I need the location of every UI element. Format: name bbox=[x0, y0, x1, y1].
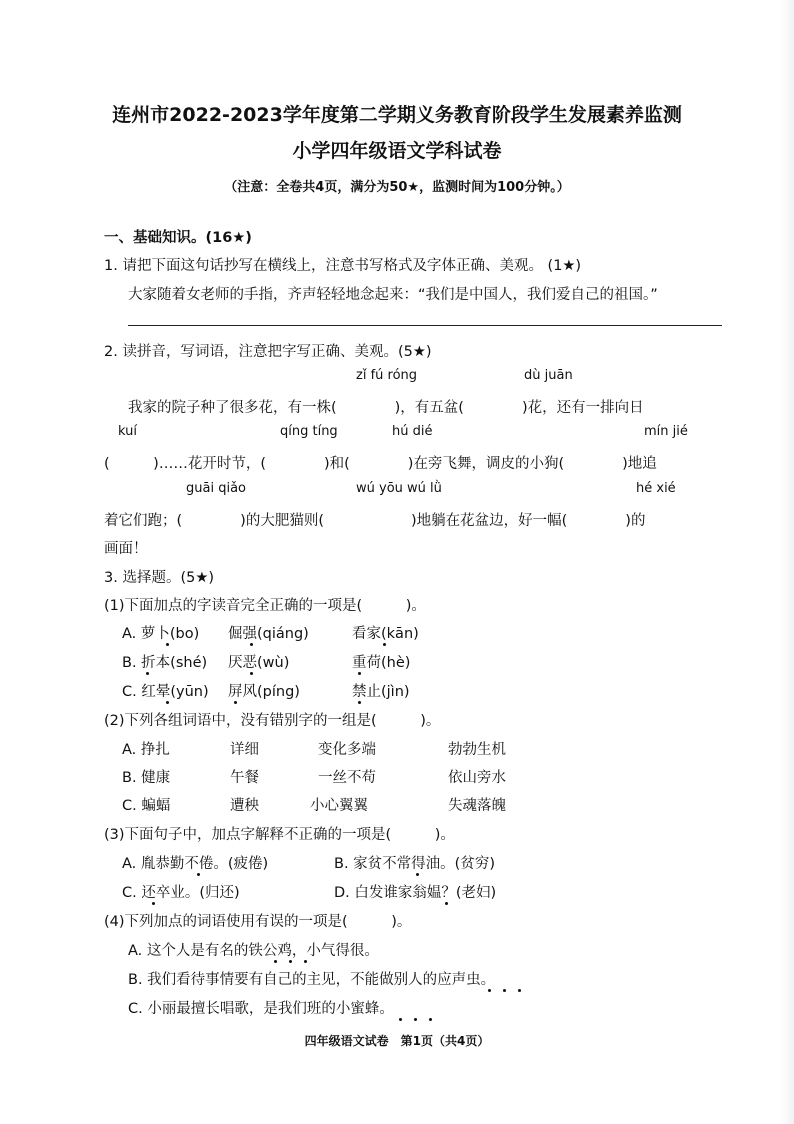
subquestion-1-prompt: (1)下面加点的字读音完全正确的一项是( )。 bbox=[104, 598, 426, 614]
emphasis-dot bbox=[416, 873, 419, 876]
option-text: 屏风(píng) bbox=[228, 684, 300, 700]
option-text: 依山旁水 bbox=[448, 770, 506, 786]
subquestion-3-prompt: (3)下面句子中，加点字解释不正确的一项是( )。 bbox=[104, 827, 455, 843]
scan-edge-shadow bbox=[780, 0, 794, 1124]
emphasis-dot bbox=[358, 672, 361, 675]
emphasis-dot bbox=[152, 902, 155, 905]
emphasis-dot bbox=[234, 701, 237, 704]
pinyin: qíng tíng bbox=[280, 424, 338, 439]
emphasis-dot bbox=[399, 1018, 402, 1021]
emphasis-dot bbox=[304, 960, 307, 963]
option-text: C. 蝙蝠 bbox=[122, 798, 171, 814]
exam-title: 连州市2022-2023学年度第二学期义务教育阶段学生发展素养监测 bbox=[112, 104, 682, 126]
option-text: D. 白发谁家翁媪？(老妇) bbox=[334, 885, 497, 901]
emphasis-dot bbox=[383, 643, 386, 646]
copy-answer-line bbox=[128, 325, 722, 326]
exam-subtitle: 小学四年级语文学科试卷 bbox=[292, 140, 502, 162]
question-1-sentence: 大家随着女老师的手指，齐声轻轻地念起来：“我们是中国人，我们爱自己的祖国。” bbox=[128, 287, 658, 303]
emphasis-dot bbox=[414, 1018, 417, 1021]
pinyin: kuí bbox=[118, 424, 137, 439]
emphasis-dot bbox=[488, 989, 491, 992]
emphasis-dot bbox=[250, 643, 253, 646]
emphasis-dot bbox=[518, 989, 521, 992]
subquestion-2-prompt: (2)下列各组词语中，没有错别字的一组是( )。 bbox=[104, 713, 441, 729]
option-text: B. 我们看待事情要有自己的主见，不能做别人的应声虫。 bbox=[128, 972, 496, 988]
emphasis-dot bbox=[289, 960, 292, 963]
option-text: B. 折本(shé) bbox=[122, 655, 208, 671]
pinyin: hú dié bbox=[392, 424, 433, 439]
option-text: B. 健康 bbox=[122, 770, 171, 786]
option-text: 一丝不苟 bbox=[318, 770, 376, 786]
option-text: A. 这个人是有名的铁公鸡，小气得很。 bbox=[128, 943, 379, 959]
passage-line: ( )……花开时节，( )和( )在旁飞舞，调皮的小狗( )地追 bbox=[104, 456, 657, 472]
emphasis-dot bbox=[146, 672, 149, 675]
emphasis-dot bbox=[445, 902, 448, 905]
option-text: A. 萝卜(bo) bbox=[122, 626, 200, 642]
question-2-prompt: 2. 读拼音，写词语，注意把字写正确、美观。(5★) bbox=[104, 344, 432, 360]
page-footer: 四年级语文试卷 第1页（共4页） bbox=[304, 1034, 490, 1048]
option-text: C. 还卒业。(归还) bbox=[122, 885, 240, 901]
pinyin: wú yōu wú lǜ bbox=[356, 481, 442, 496]
option-text: 勃勃生机 bbox=[448, 742, 506, 758]
option-text: 厌恶(wù) bbox=[228, 655, 290, 671]
pinyin: hé xié bbox=[636, 481, 676, 496]
option-text: 看家(kān) bbox=[352, 626, 419, 642]
option-text: B. 家贫不常得油。(贫穷) bbox=[334, 856, 495, 872]
pinyin: dù juān bbox=[524, 368, 573, 383]
option-text: A. 挣扎 bbox=[122, 742, 170, 758]
passage-line: 画面！ bbox=[104, 541, 148, 557]
section-heading: 一、基础知识。(16★) bbox=[104, 230, 252, 246]
question-1-prompt: 1. 请把下面这句话抄写在横线上，注意书写格式及字体正确、美观。 (1★) bbox=[104, 258, 582, 274]
option-text: 倔强(qiáng) bbox=[228, 626, 309, 642]
emphasis-dot bbox=[250, 672, 253, 675]
option-text: 小心翼翼 bbox=[310, 798, 368, 814]
option-text: A. 胤恭勤不倦。(疲倦) bbox=[122, 856, 269, 872]
emphasis-dot bbox=[166, 643, 169, 646]
option-text: 午餐 bbox=[230, 770, 259, 786]
passage-line: 着它们跑；( )的大肥猫则( )地躺在花盆边，好一幅( )的 bbox=[104, 513, 646, 529]
subquestion-4-prompt: (4)下列加点的词语使用有误的一项是( )。 bbox=[104, 914, 412, 930]
passage-line: 我家的院子种了很多花，有一株( )，有五盆( )花，还有一排向日 bbox=[128, 400, 644, 416]
emphasis-dot bbox=[503, 989, 506, 992]
exam-note: （注意：全卷共4页，满分为50★，监测时间为100分钟。） bbox=[224, 180, 570, 195]
emphasis-dot bbox=[274, 960, 277, 963]
option-text: 失魂落魄 bbox=[448, 798, 506, 814]
pinyin: guāi qiǎo bbox=[186, 481, 246, 496]
option-text: C. 红晕(yūn) bbox=[122, 684, 209, 700]
emphasis-dot bbox=[358, 701, 361, 704]
option-text: 禁止(jìn) bbox=[352, 684, 410, 700]
emphasis-dot bbox=[197, 873, 200, 876]
emphasis-dot bbox=[166, 701, 169, 704]
option-text: 详细 bbox=[230, 742, 259, 758]
emphasis-dot bbox=[429, 1018, 432, 1021]
pinyin: mín jié bbox=[644, 424, 688, 439]
option-text: 重荷(hè) bbox=[352, 655, 411, 671]
option-text: C. 小丽最擅长唱歌，是我们班的小蜜蜂。 bbox=[128, 1001, 394, 1017]
option-text: 变化多端 bbox=[318, 742, 376, 758]
pinyin: zǐ fú róng bbox=[356, 368, 418, 383]
question-3-heading: 3. 选择题。(5★) bbox=[104, 570, 214, 586]
option-text: 遭秧 bbox=[230, 798, 259, 814]
